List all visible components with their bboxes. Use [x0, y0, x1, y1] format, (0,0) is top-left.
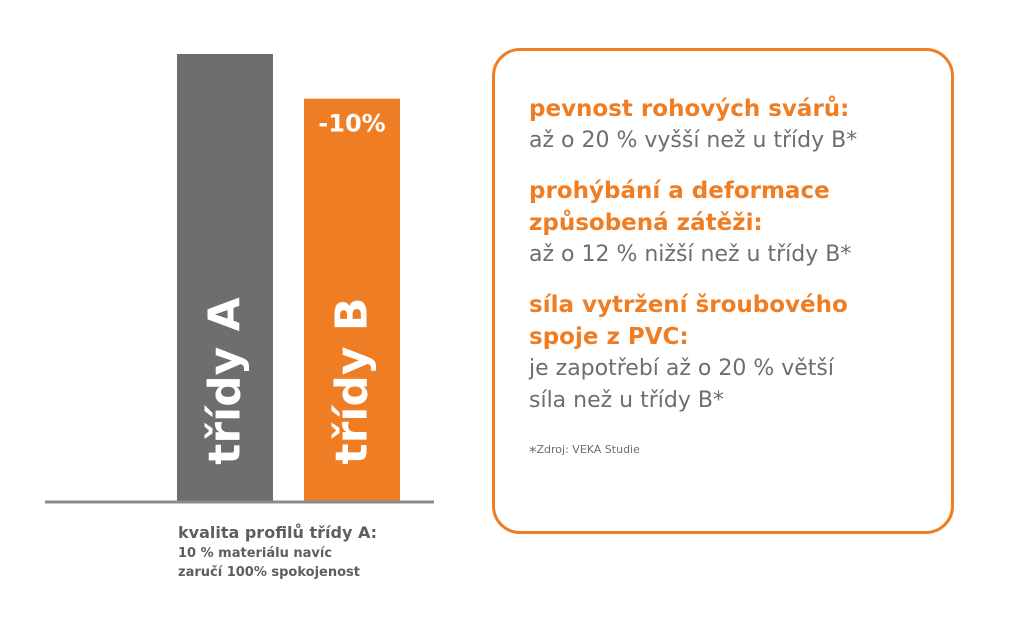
caption-line-1: 10 % materiálu navíc [178, 546, 333, 561]
source-text: Zdroj: VEKA Studie [536, 443, 640, 456]
fact-heading: síla vytržení šroubového spoje z PVC: [529, 292, 848, 350]
fact-heading: prohýbání a deformace způsobená zátěži: [529, 178, 830, 236]
fact-body: až o 12 % nižší než u třídy B* [529, 242, 852, 267]
fact-body: je zapotřebí až o 20 % větší síla než u třídy B* [529, 356, 835, 413]
fact-corner-welds [529, 93, 951, 157]
caption-title: kvalita profilů třídy A: [178, 523, 378, 542]
fact-deflection [529, 175, 951, 271]
caption-line-2: zaručí 100% spokojenost [178, 565, 360, 580]
fact-body: až o 20 % vyšší než u třídy B* [529, 128, 858, 153]
category-label: třídy A [199, 297, 251, 465]
info-box [492, 48, 954, 534]
category-label: třídy B [326, 297, 378, 465]
chart-caption [178, 522, 377, 582]
data-label: -10% [318, 109, 386, 138]
fact-screw-pullout [529, 289, 951, 417]
source-asterisk: * [529, 443, 537, 461]
source-note [529, 443, 951, 461]
fact-heading: pevnost rohových svárů: [529, 96, 850, 122]
bar-chart [0, 0, 480, 520]
